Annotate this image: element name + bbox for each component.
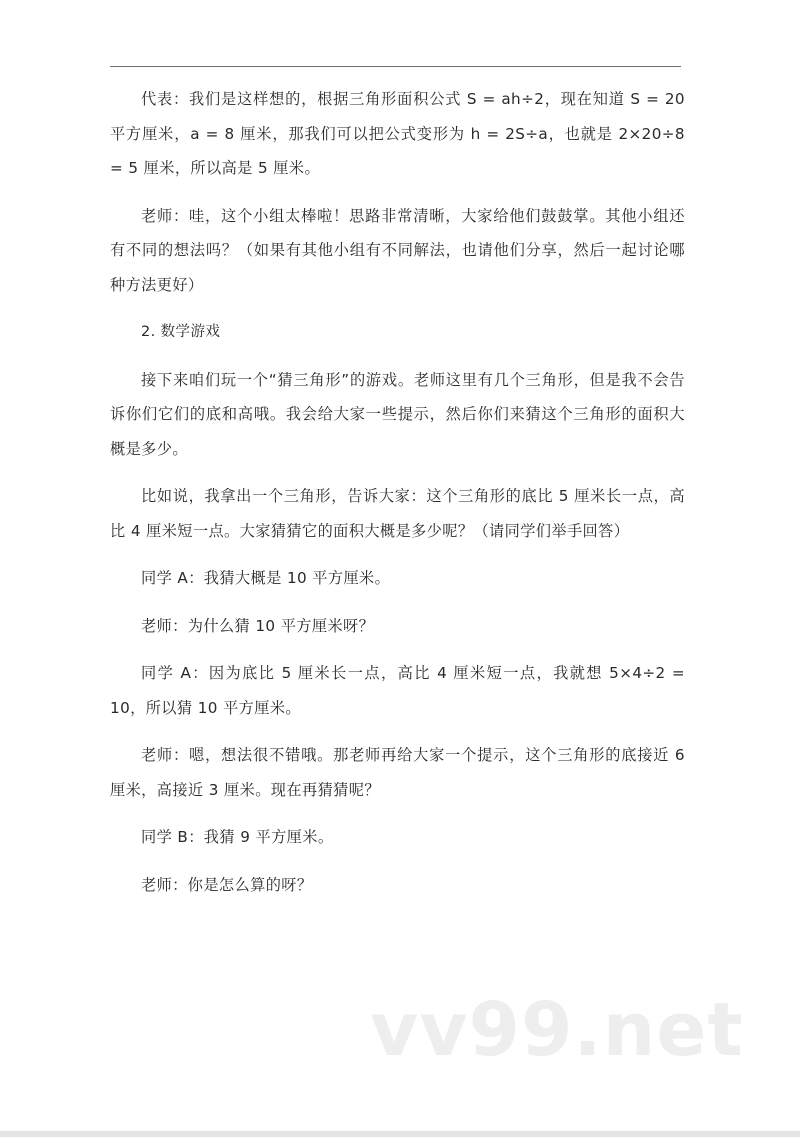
watermark: vv99.net	[370, 987, 744, 1073]
document-body	[110, 82, 685, 915]
paragraph-game-example: 比如说，我拿出一个三角形，告诉大家：这个三角形的底比 5 厘米长一点，高比 4 厘米短一点。大家猜猜它的面积大概是多少呢？（请同学们举手回答）	[110, 487, 685, 540]
paragraph-game-intro: 接下来咱们玩一个“猜三角形”的游戏。老师这里有几个三角形，但是我不会告诉你们它们的底和高哦。我会给大家一些提示，然后你们来猜这个三角形的面积大概是多少。	[110, 370, 685, 458]
paragraph-student-a-guess: 同学 A：我猜大概是 10 平方厘米。	[141, 569, 391, 587]
paragraph-student-a-reason: 同学 A：因为底比 5 厘米长一点，高比 4 厘米短一点，我就想 5×4÷2 = 10，所以猜 10 平方厘米。	[110, 664, 685, 717]
paragraph-teacher-how: 老师：你是怎么算的呀？	[141, 875, 313, 894]
page-bottom-edge	[0, 1131, 800, 1137]
paragraph-teacher-hint: 老师：嗯，想法很不错哦。那老师再给大家一个提示，这个三角形的底接近 6 厘米，高接近 3 厘米。现在再猜猜呢？	[110, 746, 685, 799]
section-heading-math-game: 2. 数学游戏	[141, 324, 221, 340]
header-rule	[110, 66, 681, 67]
paragraph-student-b-guess: 同学 B：我猜 9 平方厘米。	[141, 828, 334, 846]
paragraph-teacher-praise: 老师：哇，这个小组太棒啦！思路非常清晰，大家给他们鼓鼓掌。其他小组还有不同的想法吗？（如果有其他小组有不同解法，也请他们分享，然后一起讨论哪种方法更好）	[110, 206, 685, 294]
paragraph-teacher-why: 老师：为什么猜 10 平方厘米呀？	[141, 616, 375, 635]
paragraph-representative-answer: 代表：我们是这样想的，根据三角形面积公式 S = ah÷2，现在知道 S = 20 平方厘米，a = 8 厘米，那我们可以把公式变形为 h = 2S÷a，也就是 2×20÷8 = 5 厘米，所以高是 5 厘米。	[110, 90, 685, 177]
